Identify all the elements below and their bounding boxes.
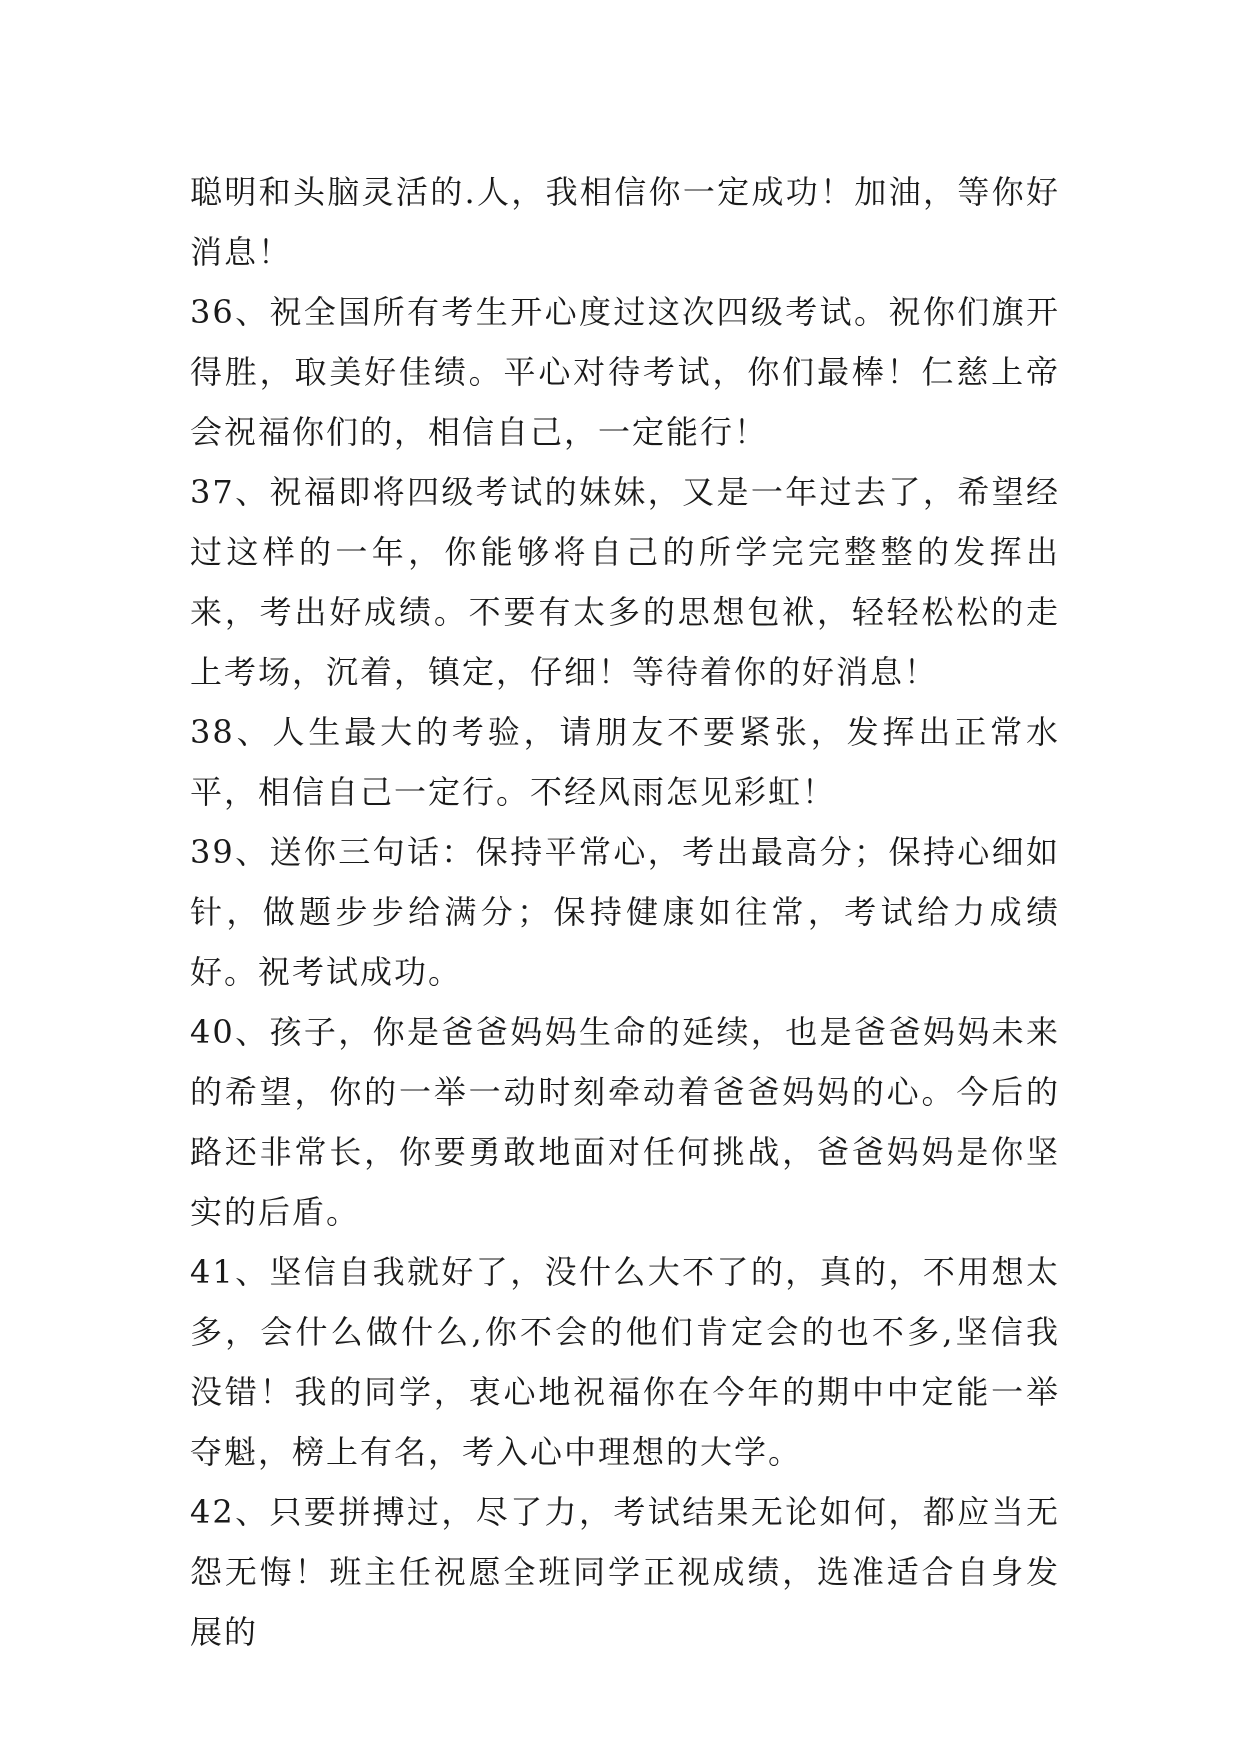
paragraph-42: 42、只要拼搏过，尽了力，考试结果无论如何，都应当无怨无悔！班主任祝愿全班同学正视成绩，选准适合自身发展的: [190, 1493, 1060, 1651]
paragraph-37: 37、祝福即将四级考试的妹妹，又是一年过去了，希望经过这样的一年，你能够将自己的所学完完整整的发挥出来，考出好成绩。不要有太多的思想包袱，轻轻松松的走上考场，沉着，镇定，仔细！等待着你的好消息！: [190, 473, 1060, 691]
paragraph-39: 39、送你三句话：保持平常心，考出最高分；保持心细如针，做题步步给满分；保持健康如往常，考试给力成绩好。祝考试成功。: [190, 833, 1060, 991]
paragraph-41: 41、坚信自我就好了，没什么大不了的，真的，不用想太多，会什么做什么,你不会的他们肯定会的也不多,坚信我没错！我的同学，衷心地祝福你在今年的期中中定能一举夺魁，榜上有名，考入心中理想的大学。: [190, 1253, 1060, 1471]
document-body: [190, 162, 1060, 1662]
paragraph-40: 40、孩子，你是爸爸妈妈生命的延续，也是爸爸妈妈未来的希望，你的一举一动时刻牵动着爸爸妈妈的心。今后的路还非常长，你要勇敢地面对任何挑战，爸爸妈妈是你坚实的后盾。: [190, 1013, 1060, 1231]
paragraph-38: 38、人生最大的考验，请朋友不要紧张，发挥出正常水平，相信自己一定行。不经风雨怎见彩虹！: [190, 713, 1060, 811]
paragraph-continuation: 聪明和头脑灵活的.人，我相信你一定成功！加油，等你好消息！: [190, 173, 1060, 271]
paragraph-36: 36、祝全国所有考生开心度过这次四级考试。祝你们旗开得胜，取美好佳绩。平心对待考试，你们最棒！仁慈上帝会祝福你们的，相信自己，一定能行！: [190, 293, 1060, 451]
